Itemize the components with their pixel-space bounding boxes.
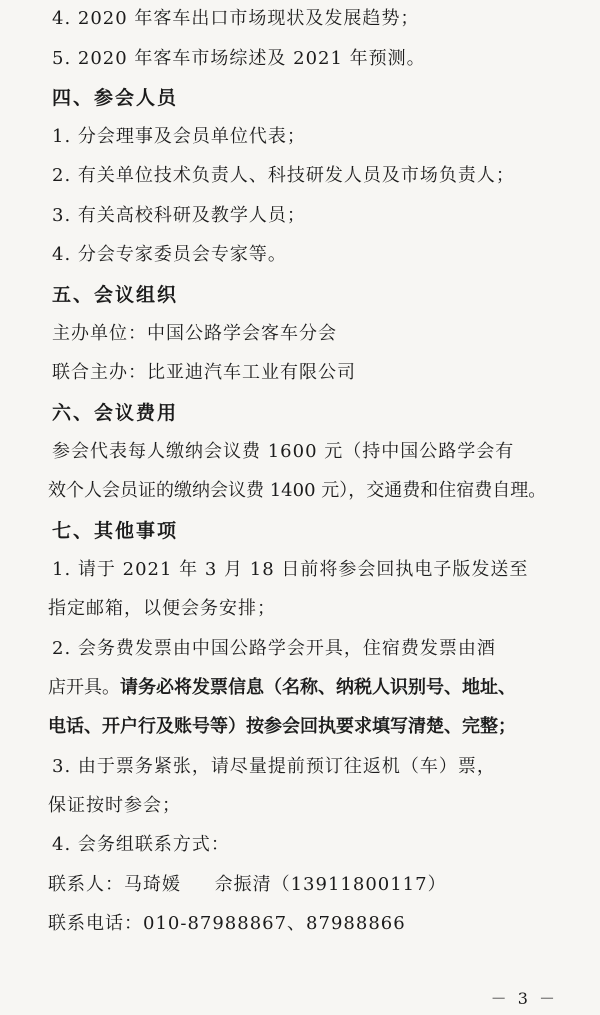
body-line: 2. 有关单位技术负责人、科技研发人员及市场负责人； bbox=[52, 165, 515, 186]
body-line: 指定邮箱，以便会务安排； bbox=[48, 598, 276, 619]
contact-phone: 联系电话：010-87988867、87988866 bbox=[48, 913, 406, 934]
body-line bbox=[48, 675, 578, 701]
body-line: 参会代表每人缴纳会议费 1600 元（持中国公路学会有 bbox=[52, 441, 515, 462]
section-heading: 四、参会人员 bbox=[52, 87, 179, 109]
body-line: 1. 分会理事及会员单位代表； bbox=[52, 126, 306, 147]
body-line: 效个人会员证的缴纳会议费 1400 元），交通费和住宿费自理。 bbox=[48, 480, 547, 501]
body-line: 2. 会务费发票由中国公路学会开具，住宿费发票由酒 bbox=[52, 638, 496, 659]
section-heading: 六、会议费用 bbox=[52, 402, 179, 424]
emphasis-text: 请务必将发票信息（名称、纳税人识别号、地址、 bbox=[120, 677, 516, 698]
body-line: 4. 2020 年客车出口市场现状及发展趋势； bbox=[52, 8, 420, 29]
section-heading: 五、会议组织 bbox=[52, 284, 179, 306]
body-line: 主办单位：中国公路学会客车分会 bbox=[52, 323, 337, 344]
body-line: 保证按时参会； bbox=[48, 795, 181, 816]
body-line: 4. 会务组联系方式： bbox=[52, 834, 230, 855]
emphasis-line: 电话、开户行及账号等）按参会回执要求填写清楚、完整； bbox=[48, 716, 516, 737]
body-line: 1. 请于 2021 年 3 月 18 日前将参会回执电子版发送至 bbox=[52, 559, 529, 580]
contact-persons: 联系人：马琦媛 佘振清（13911800117） bbox=[48, 874, 447, 895]
body-text: 店开具。 bbox=[48, 677, 120, 698]
body-line: 5. 2020 年客车市场综述及 2021 年预测。 bbox=[52, 48, 426, 69]
body-line: 3. 由于票务紧张，请尽量提前预订往返机（车）票， bbox=[52, 756, 496, 777]
body-line: 3. 有关高校科研及教学人员； bbox=[52, 205, 306, 226]
body-line: 联合主办：比亚迪汽车工业有限公司 bbox=[52, 362, 356, 383]
page-number: － 3 － bbox=[490, 989, 558, 1008]
body-line: 4. 分会专家委员会专家等。 bbox=[52, 244, 287, 265]
section-heading: 七、其他事项 bbox=[52, 520, 179, 542]
